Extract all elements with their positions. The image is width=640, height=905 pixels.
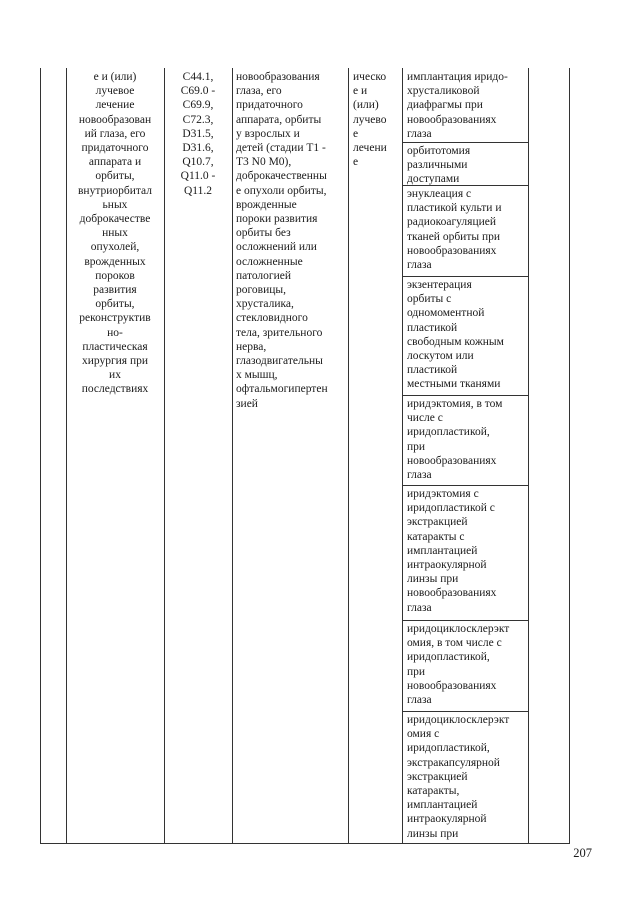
row-border <box>402 276 528 277</box>
treatment-type-cell: е и (или) лучевое лечение новообразован ий глаза, его придаточного аппарата и орбиты, внутриорбитал ьных доброкачестве нных опухолей, врожденных пороков развития орбиты, реконструктив но- пластическая хирургия при их последствиях <box>77 71 153 396</box>
treatment-table <box>40 68 570 844</box>
method-cell: имплантация иридо- хрусталиковой диафрагмы при новообразованиях глаза <box>407 71 508 140</box>
treatment-kind-cell: ическо е и (или) лучево е лечени е <box>353 71 387 169</box>
col-border <box>528 68 529 844</box>
page-number: 207 <box>573 846 592 860</box>
col-border <box>232 68 233 844</box>
method-cell: иридоциклосклерэкт омия с иридопластикой, экстракапсулярной экстракцией катаракты, имплантацией интраокулярной линзы при <box>407 714 510 840</box>
diagnosis-cell: новообразования глаза, его придаточного аппарата, орбиты у взрослых и детей (стадии T1 - T3 N0 M0), доброкачественны е опухоли орбиты, врожденные пороки развития орбиты без осложнений или осложненные патологией роговицы, хрусталика, стекловидного тела, зрительного нерва, глазодвигательны х мышц, офтальмогипертен зией <box>236 71 328 410</box>
row-border <box>402 485 528 486</box>
col-border <box>40 68 41 844</box>
method-cell: иридэктомия, в том числе с иридопластикой, при новообразованиях глаза <box>407 398 503 482</box>
icd-codes-cell: C44.1, C69.0 - C69.9, C72.3, D31.5, D31.6, Q10.7, Q11.0 - Q11.2 <box>180 71 216 197</box>
col-border <box>348 68 349 844</box>
row-border <box>402 142 528 143</box>
method-cell: орбитотомия различными доступами <box>407 145 471 186</box>
row-border <box>402 620 528 621</box>
col-border <box>164 68 165 844</box>
row-border <box>402 395 528 396</box>
method-cell: экзентерация орбиты с одномоментной пластикой свободным кожным лоскутом или пластикой местными тканями <box>407 279 504 391</box>
col-border <box>66 68 67 844</box>
table-bottom-border <box>40 843 570 844</box>
method-cell: иридоциклосклерэкт омия, в том числе с иридопластикой, при новообразованиях глаза <box>407 623 510 707</box>
method-cell: иридэктомия с иридопластикой с экстракцией катаракты с имплантацией интраокулярной линзы при новообразованиях глаза <box>407 488 497 614</box>
col-border <box>569 68 570 844</box>
method-cell: энуклеация с пластикой культи и радиокоагуляцией тканей орбиты при новообразованиях глаза <box>407 188 502 272</box>
row-border <box>402 711 528 712</box>
